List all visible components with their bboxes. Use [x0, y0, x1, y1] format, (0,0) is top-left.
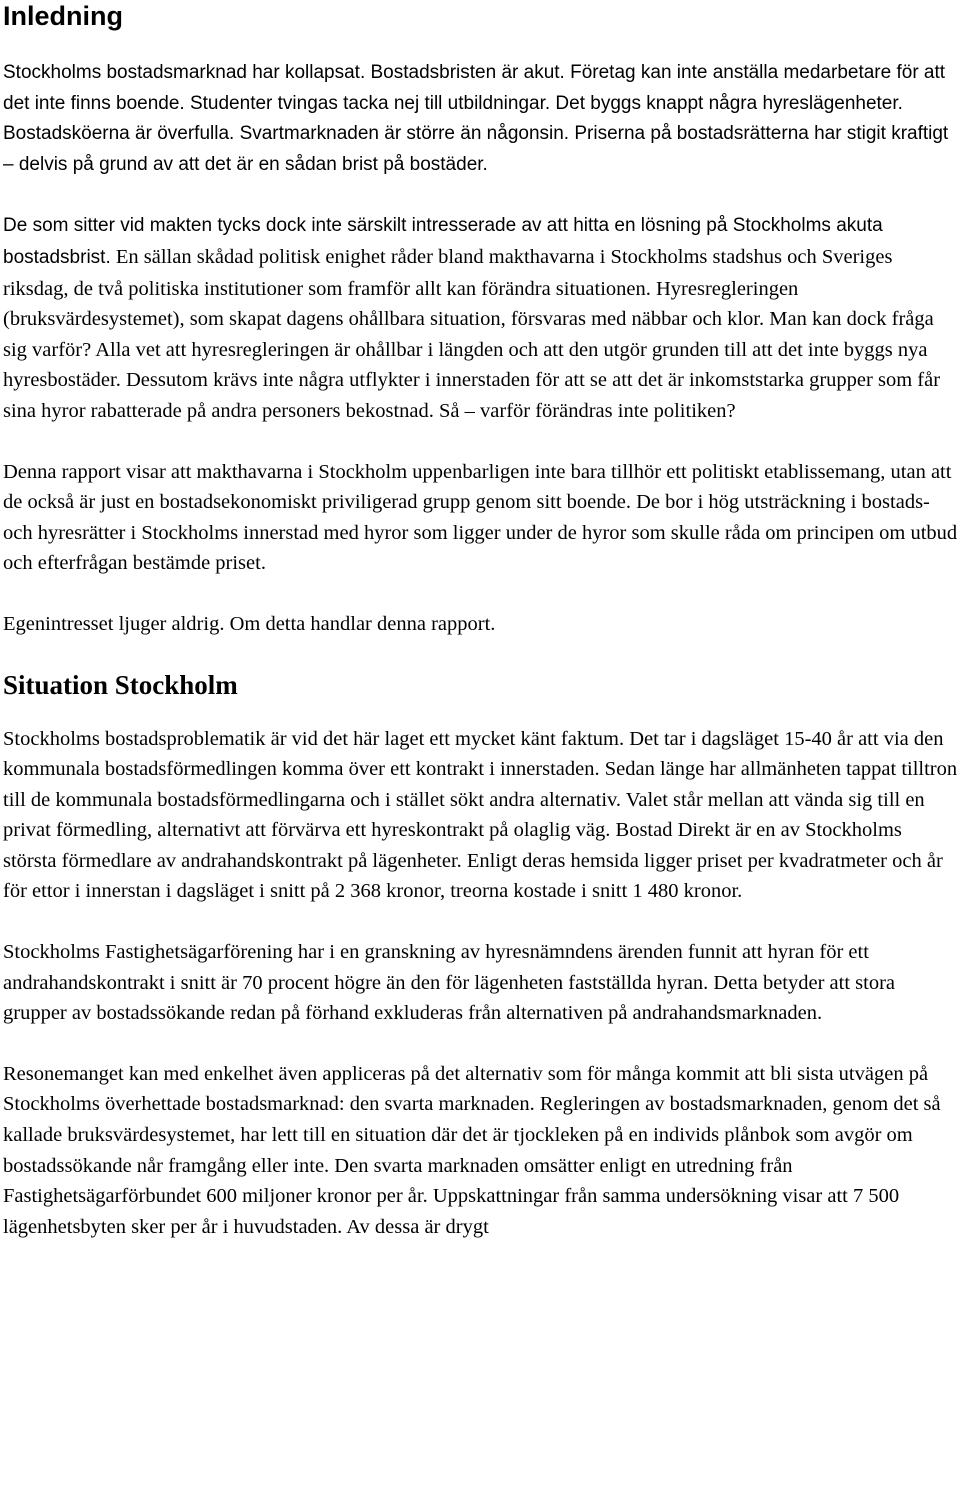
paragraph-intro: Stockholms bostadsmarknad har kollapsat. Bostadsbristen är akut. Företag kan inte anställa medarbetare för att det inte finns boende. Studenter tvingas tacka nej till utbildningar. Det byggs knappt några hyreslägenheter. Bostadsköerna är överfulla. Svartmarknaden är större än någonsin. Priserna på bostadsrätterna har stigit kraftigt – delvis på grund av att det är en sådan brist på bostäder. — [3, 62, 949, 175]
paragraph-rapport: Denna rapport visar att makthavarna i Stockholm uppenbarligen inte bara tillhör ett politiskt etablissemang, utan att de också är just en bostadsekonomiskt priviligerad grupp genom sitt boende. De bor i hög utsträckning i bostads- och hyresrätter i Stockholms innerstad med hyror som ligger under de hyror som skulle råda om principen om utbud och efterfrågan bestämde priset. — [3, 460, 958, 575]
heading-situation-stockholm: Situation Stockholm — [3, 669, 238, 700]
document-page — [3, 0, 958, 1242]
paragraph-egenintresse: Egenintresset ljuger aldrig. Om detta handlar denna rapport. — [3, 612, 496, 635]
heading-inledning: Inledning — [3, 1, 123, 31]
paragraph-bostadsproblematik: Stockholms bostadsproblematik är vid det här laget ett mycket känt faktum. Det tar i dagsläget 15-40 år att via den kommunala bostadsförmedlingen komma över ett kontrakt i innerstaden. Sedan länge har allmänheten tappat tilltron till de kommunala bostadsförmedlingarna och i stället sökt andra alternativ. Valet står mellan att vända sig till en privat förmedling, alternativt att förvärva ett hyreskontrakt på olaglig väg. Bostad Direkt är en av Stockholms största förmedlare av andrahandskontrakt på lägenheter. Enligt deras hemsida ligger priset per kvadratmeter och år för ettor i innerstan i dagsläget i snitt på 2 368 kronor, treorna kostade i snitt 1 480 kronor. — [3, 727, 958, 903]
paragraph-svarta-marknaden: Resonemanget kan med enkelhet även appliceras på det alternativ som för många kommit att bli sista utvägen på Stockholms överhettade bostadsmarknad: den svarta marknaden. Regleringen av bostadsmarknaden, genom det så kallade bruksvärdesystemet, har lett till en situation där det är tjockleken på en individs plånbok som avgör om bostadssökande når framgång eller inte. Den svarta marknaden omsätter enligt en utredning från Fastighetsägarförbundet 600 miljoner kronor per år. Uppskattningar från samma undersökning visar att 7 500 lägenhetsbyten sker per år i huvudstaden. Av dessa är drygt — [3, 1062, 941, 1238]
paragraph-makthavare-serif: En sällan skådad politisk enighet råder bland makthavarna i Stockholms stadshus och Sveriges riksdag, de två politiska institutioner som framför allt kan förändra situationen. Hyresregleringen (bruksvärdesystemet), som skapat dagens ohållbara situation, försvaras med näbbar och klor. Man kan dock fråga sig varför? Alla vet att hyresregleringen är ohållbar i längden och att den utgör grunden till att det inte byggs nya hyresbostäder. Dessutom krävs inte några utflykter i innerstaden för att se att det är inkomststarka grupper som får sina hyror rabatterade på andra personers bekostnad. Så – varför förändras inte politiken? — [3, 245, 941, 422]
paragraph-makthavare — [3, 210, 958, 426]
paragraph-makthavare-sans: De som sitter vid makten tycks dock inte särskilt intresserade av att hitta en lösning på Stockholms akuta bostadsbrist. — [3, 215, 883, 268]
paragraph-fastighetsagarforening: Stockholms Fastighetsägarförening har i en granskning av hyresnämndens ärenden funnit att hyran för ett andrahandskontrakt i snitt är 70 procent högre än den för lägenheten fastställda hyran. Detta betyder att stora grupper av bostadssökande redan på förhand exkluderas från alternativen på andrahandsmarknaden. — [3, 941, 896, 1025]
